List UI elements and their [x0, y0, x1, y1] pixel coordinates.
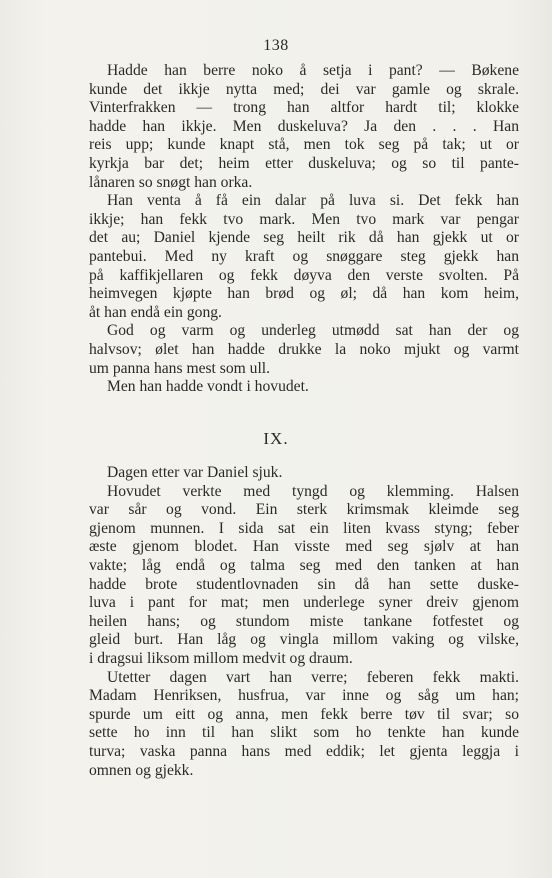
- text-line: vakte; låg endå og talma seg med den tanken at han: [89, 556, 519, 574]
- text-line: Dagen etter var Daniel sjuk.: [107, 464, 283, 481]
- text-line: God og varm og underleg utmødd sat han der og: [107, 322, 519, 340]
- text-line: Vinterfrakken — trong han altfor hardt til; klokke: [89, 99, 519, 117]
- text-line: sette ho inn til han slikt som ho tenkte han kunde: [89, 724, 519, 742]
- text-line: heilen hans; og stundom miste tankane fotfestet og: [89, 612, 519, 630]
- text-line: lånaren so snøgt han orka.: [89, 173, 253, 191]
- text-line: ikkje; han fekk tvo mark. Men tvo mark var pengar: [89, 210, 519, 228]
- text-line: pantebui. Med ny kraft og snøggare steg gjekk han: [89, 247, 519, 265]
- text-line: kunde det ikkje nytta med; dei var gamle og skrale.: [89, 80, 519, 98]
- text-line: hadde brote studentlovnaden sin då han sette duske-: [89, 575, 519, 593]
- text-line: um panna hans mest som ull.: [89, 359, 271, 377]
- text-line: gjenom munnen. I sida sat ein liten kvass styng; feber: [89, 519, 519, 537]
- text-section-chapter-ix: [89, 464, 519, 780]
- text-line: halvsov; ølet han hadde drukke la noko mjukt og varmt: [89, 340, 519, 358]
- text-line: reis upp; kunde knapt stå, men tok seg på tak; ut or: [89, 136, 519, 154]
- text-line: det au; Daniel kjende seg heilt rik då han gjekk ut or: [89, 229, 519, 247]
- text-line: spurde um eitt og anna, men fekk berre tøv til svar; so: [89, 705, 519, 723]
- text-section-before-chapter: [89, 62, 519, 397]
- text-line: Hadde han berre noko å setja i pant? — Bøkene: [107, 62, 519, 79]
- text-line: turva; vaska panna hans med eddik; let gjenta leggja i: [89, 742, 519, 760]
- text-line: Men han hadde vondt i hovudet.: [107, 378, 309, 396]
- text-line: heimvegen kjøpte han brød og øl; då han kom heim,: [89, 285, 519, 303]
- text-line: æste gjenom blodet. Han visste med seg sjølv at han: [89, 538, 519, 556]
- page-number: 138: [263, 37, 289, 54]
- text-line: Madam Henriksen, husfrua, var inne og såg um han;: [89, 687, 519, 705]
- text-line: omnen og gjekk.: [89, 761, 194, 779]
- text-line: kyrkja bar det; heim etter duskeluva; og so til pante-: [89, 154, 519, 172]
- text-line: Hovudet verkte med tyngd og klemming. Halsen: [107, 482, 519, 500]
- text-line: Han venta å få ein dalar på luva si. Det fekk han: [107, 192, 519, 210]
- chapter-heading: IX.: [263, 429, 289, 448]
- text-line: i dragsui liksom millom medvit og draum.: [89, 649, 353, 667]
- text-line: luva i pant for mat; men underlege syner dreiv gjenom: [89, 594, 519, 612]
- text-line: var sår og vond. Ein sterk krimsmak kleimde seg: [89, 501, 519, 519]
- text-line: hadde han ikkje. Men duskeluva? Ja den . . . Han: [89, 117, 519, 135]
- text-line: gleid burt. Han låg og vingla millom vaking og vilske,: [89, 631, 519, 649]
- text-line: på kaffikjellaren og fekk døyva den verste svolten. På: [89, 266, 519, 284]
- text-line: åt han endå ein gong.: [89, 303, 222, 321]
- text-line: Utetter dagen vart han verre; feberen fekk makti.: [107, 668, 519, 686]
